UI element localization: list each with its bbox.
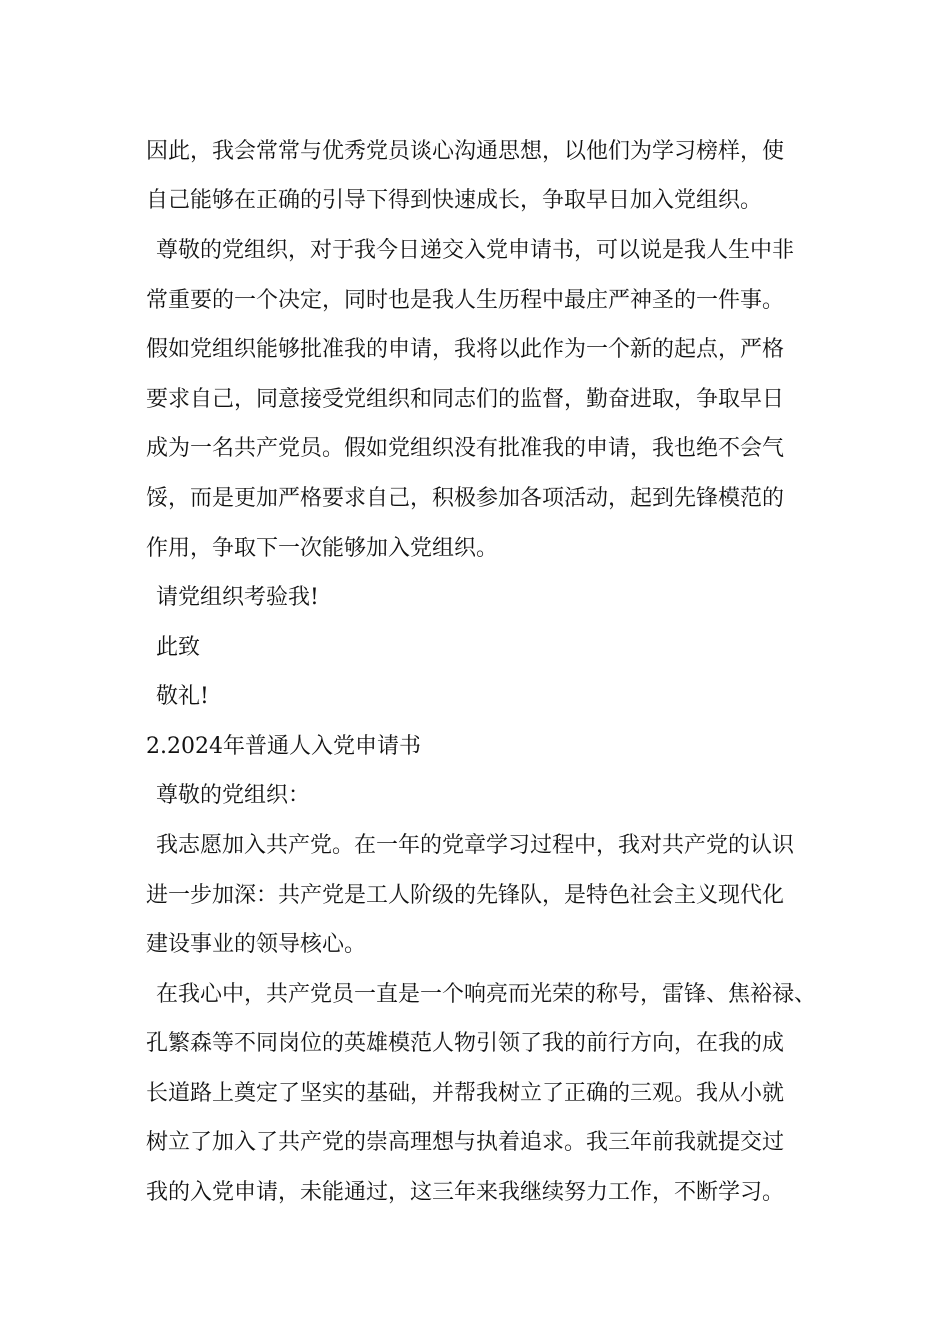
text-line: 进一步加深：共产党是工人阶级的先锋队，是特色社会主义现代化: [146, 883, 785, 908]
section-heading: 2.2024年普通人入党申请书: [146, 734, 421, 759]
text-line: 假如党组织能够批准我的申请，我将以此作为一个新的起点，严格: [146, 337, 785, 362]
text-line: 请党组织考验我!: [156, 585, 319, 610]
text-line: 馁，而是更加严格要求自己，积极参加各项活动，起到先锋模范的: [146, 486, 785, 511]
text-line: 长道路上奠定了坚实的基础，并帮我树立了正确的三观。我从小就: [146, 1081, 785, 1106]
text-line: 因此，我会常常与优秀党员谈心沟通思想，以他们为学习榜样，使: [146, 139, 785, 164]
text-line: 要求自己，同意接受党组织和同志们的监督，勤奋进取，争取早日: [146, 387, 785, 412]
salutation: 尊敬的党组织：: [156, 783, 311, 808]
text-line: 成为一名共产党员。假如党组织没有批准我的申请，我也绝不会气: [146, 436, 785, 461]
text-line: 常重要的一个决定，同时也是我人生历程中最庄严神圣的一件事。: [146, 288, 785, 313]
text-line: 我的入党申请，未能通过，这三年来我继续努力工作，不断学习。: [146, 1180, 785, 1205]
text-line: 敬礼!: [156, 684, 209, 709]
text-line: 作用，争取下一次能够加入党组织。: [146, 536, 499, 561]
text-line: 尊敬的党组织，对于我今日递交入党申请书，可以说是我人生中非: [156, 238, 795, 263]
text-line: 此致: [156, 635, 201, 660]
text-line: 孔繁森等不同岗位的英雄模范人物引领了我的前行方向，在我的成: [146, 1031, 785, 1056]
text-line: 自己能够在正确的引导下得到快速成长，争取早日加入党组织。: [146, 188, 763, 213]
text-line: 树立了加入了共产党的崇高理想与执着追求。我三年前我就提交过: [146, 1130, 785, 1155]
text-line: 在我心中，共产党员一直是一个响亮而光荣的称号，雷锋、焦裕禄、: [156, 982, 817, 1007]
text-line: 建设事业的领导核心。: [146, 932, 367, 957]
text-line: 我志愿加入共产党。在一年的党章学习过程中，我对共产党的认识: [156, 833, 795, 858]
